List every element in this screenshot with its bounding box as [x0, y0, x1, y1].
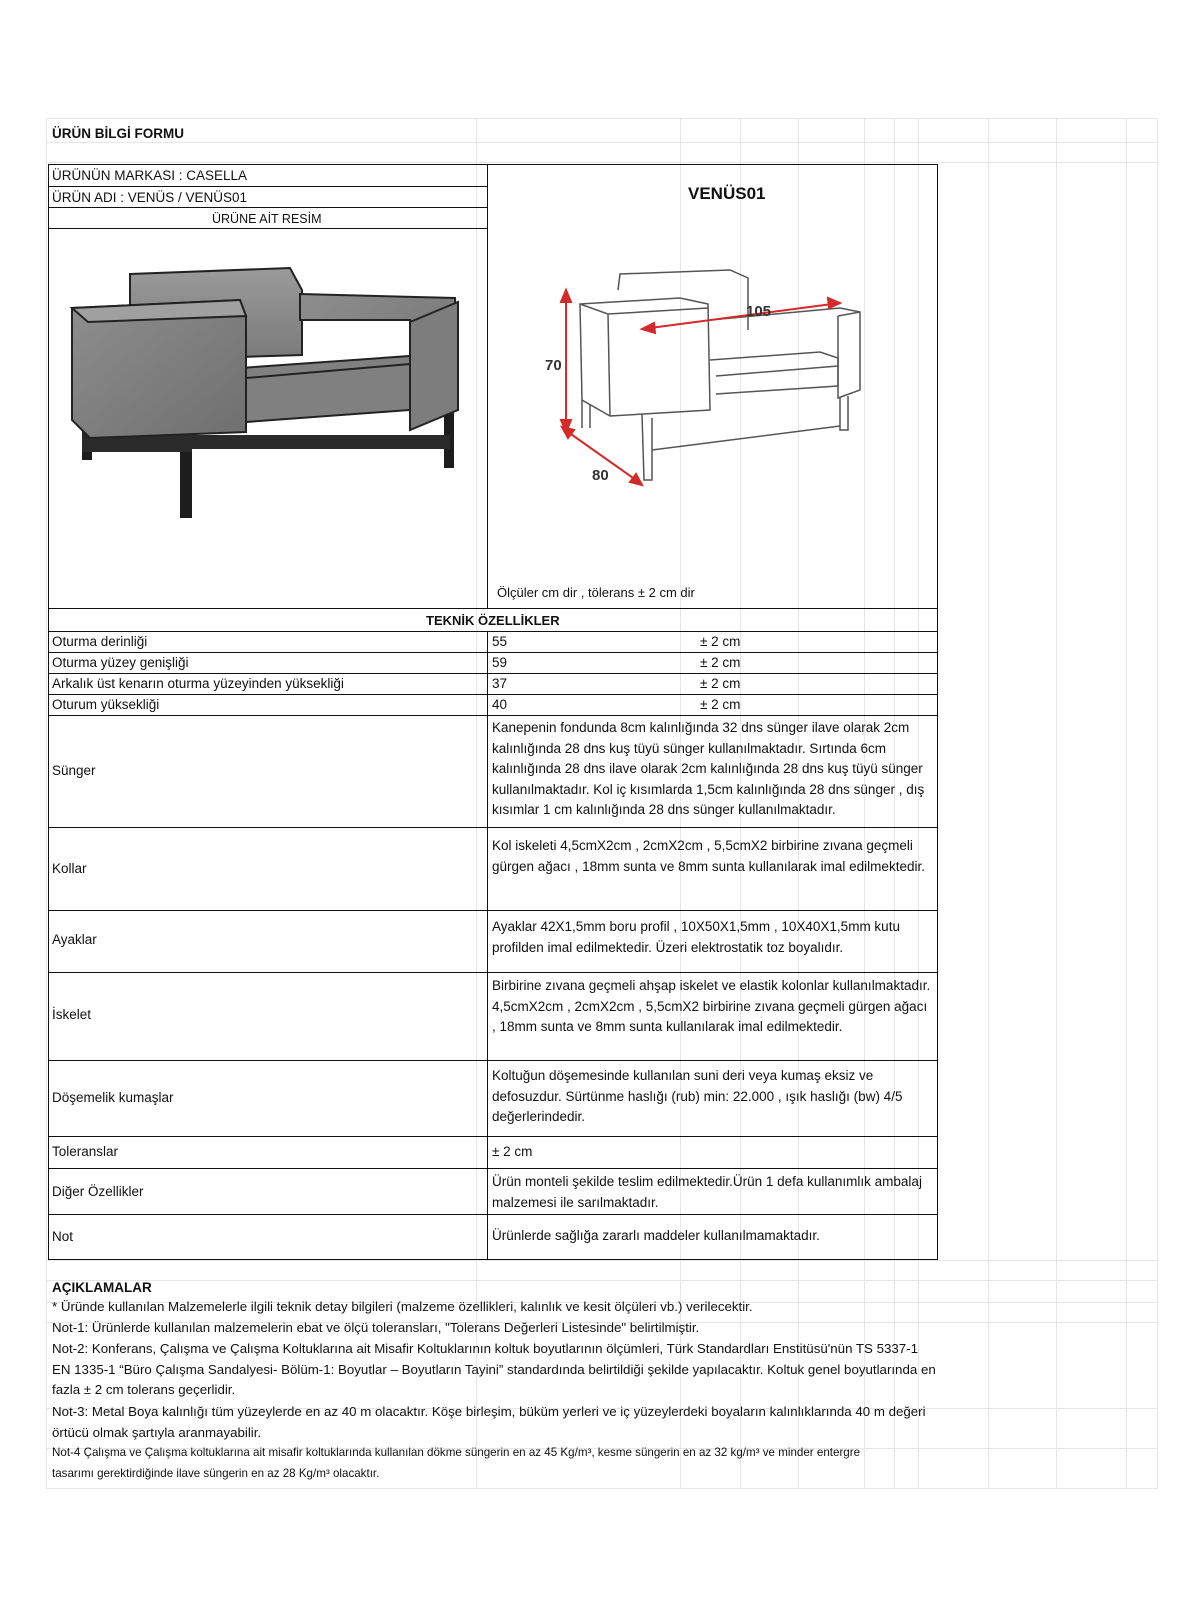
detail-text: Koltuğun döşemesinde kullanılan suni deri veya kumaş eksiz ve defosuzdur. Sürtünme haslığı (rub) min: 22.000 , ışık haslığı (bw) 4/5 değerlerindedir.: [492, 1068, 903, 1124]
measurement-tolerance: ± 2 cm: [700, 676, 741, 691]
note-line: Not-1: Ürünlerde kullanılan malzemelerin ebat ve ölçü toleransları, "Tolerans Değerleri Listesinde" belirtilmiştir.: [52, 1320, 700, 1335]
dimension-drawing: [520, 260, 880, 500]
detail-label: Toleranslar: [52, 1144, 119, 1159]
row-divider: [48, 694, 938, 695]
row-divider: [48, 972, 938, 973]
depth-dimension: 80: [592, 467, 609, 484]
measurement-value: 59: [492, 655, 508, 670]
row-divider: [48, 186, 488, 187]
note-line: tasarımı gerektirdiğinde ilave süngerin en az 28 Kg/m³ olacaktır.: [52, 1467, 380, 1480]
row-divider: [48, 207, 488, 208]
width-dimension: 105: [746, 303, 772, 320]
measurement-label: Oturma derinliği: [52, 634, 148, 649]
column-divider: [487, 631, 488, 1260]
row-divider: [48, 1214, 938, 1215]
brand-line: ÜRÜNÜN MARKASI : CASELLA: [52, 168, 248, 183]
detail-text: Kol iskeleti 4,5cmX2cm , 2cmX2cm , 5,5cmX2 birbirine zıvana geçmeli gürgen ağacı , 18mm sunta ve 8mm sunta kullanılarak imal edilmektedir.: [492, 838, 925, 874]
detail-label: Döşemelik kumaşlar: [52, 1090, 174, 1105]
detail-text: Ayaklar 42X1,5mm boru profil , 10X50X1,5mm , 10X40X1,5mm kutu profilden imal edilmektedir. Üzeri elektrostatik toz boyalıdır.: [492, 919, 900, 955]
detail-text: Kanepenin fondunda 8cm kalınlığında 32 dns sünger ilave olarak 2cm kalınlığında 28 dns kuş tüyü sünger kullanılmaktadır. Sırtında 6cm kalınlığında 28 dns ilave olarak 2cm kalınlığında 28 dns kuş tüyü sünger kullanılmaktadır. Kol iç kısımlarda 1,5cm kalınlığında 28 dns sünger , dış kısımlar 1 cm kalınlığında 28 dns sünger kullanılmaktadır.: [492, 720, 925, 817]
row-divider: [48, 715, 938, 716]
detail-text: Ürünlerde sağlığa zararlı maddeler kullanılmamaktadır.: [492, 1228, 820, 1243]
detail-label: Ayaklar: [52, 932, 97, 947]
row-divider: [48, 608, 938, 609]
model-code: VENÜS01: [688, 184, 766, 203]
detail-label: Sünger: [52, 763, 96, 778]
row-divider: [48, 631, 938, 632]
specs-heading: TEKNİK ÖZELLİKLER: [426, 613, 560, 628]
product-name-line: ÜRÜN ADI : VENÜS / VENÜS01: [52, 190, 248, 205]
measurement-value: 55: [492, 634, 508, 649]
measurement-label: Arkalık üst kenarın oturma yüzeyinden yüksekliği: [52, 676, 344, 691]
row-divider: [48, 673, 938, 674]
measurement-label: Oturma yüzey genişliği: [52, 655, 189, 670]
armchair-photo: [60, 260, 480, 540]
measurement-value: 37: [492, 676, 508, 691]
image-caption: ÜRÜNE AİT RESİM: [212, 212, 322, 226]
row-divider: [48, 1060, 938, 1061]
note-line: Not-3: Metal Boya kalınlığı tüm yüzeylerde en az 40 m olacaktır. Köşe birleşim, büküm yerleri ve iç yüzeylerdeki boyaların kalınlıklarında 40 m değeri örtücü olmak şartıyla aranmayabilir.: [52, 1404, 926, 1440]
note-line: Not-4 Çalışma ve Çalışma koltuklarına ait misafir koltuklarında kullanılan dökme süngerin en az 45 Kg/m³, kesme süngerin en az 32 kg/m³ ve minder entergre: [52, 1446, 861, 1459]
detail-label: Not: [52, 1229, 74, 1244]
notes-heading: AÇIKLAMALAR: [52, 1280, 152, 1295]
detail-label: Diğer Özellikler: [52, 1184, 144, 1199]
row-divider: [48, 827, 938, 828]
detail-text: Birbirine zıvana geçmeli ahşap iskelet ve elastik kolonlar kullanılmaktadır. 4,5cmX2cm , 2cmX2cm , 5,5cmX2 birbirine zıvana geçmeli gürgen ağacı , 18mm sunta ve 8mm sunta kullanılarak imal edilmektedir.: [492, 978, 931, 1034]
note-line: Not-2: Konferans, Çalışma ve Çalışma Koltuklarına ait Misafir Koltuklarının koltuk boyutlarının ölçümleri, Türk Standardları Enstitüsü'nün TS 5337-1 EN 1335-1 “Büro Çalışma Sandalyesi- Bölüm-1: Boyutlar – Boyutların Tayini” standardında belirtildiği şekilde yapılacaktır. Koltuk genel boyutlarında en fazla ± 2 cm tolerans geçerlidir.: [52, 1341, 936, 1397]
height-dimension: 70: [545, 357, 562, 374]
dimension-note: Ölçüler cm dir , tölerans ± 2 cm dir: [497, 585, 695, 600]
measurement-label: Oturum yüksekliği: [52, 697, 160, 712]
column-divider: [487, 164, 488, 608]
detail-text: Ürün monteli şekilde teslim edilmektedir.Ürün 1 defa kullanımlık ambalaj malzemesi ile sarılmaktadır.: [492, 1174, 922, 1210]
row-divider: [48, 910, 938, 911]
row-divider: [48, 652, 938, 653]
form-title: ÜRÜN BİLGİ FORMU: [52, 126, 184, 141]
row-divider: [48, 1168, 938, 1169]
detail-label: Kollar: [52, 861, 87, 876]
measurement-tolerance: ± 2 cm: [700, 634, 741, 649]
row-divider: [48, 1136, 938, 1137]
measurement-tolerance: ± 2 cm: [700, 697, 741, 712]
note-line: * Üründe kullanılan Malzemelerle ilgili teknik detay bilgileri (malzeme özellikleri, kalınlık ve kesit ölçüleri vb.) verilecektir.: [52, 1299, 753, 1314]
measurement-value: 40: [492, 697, 508, 712]
detail-label: İskelet: [52, 1007, 92, 1022]
detail-text: ± 2 cm: [492, 1144, 533, 1159]
row-divider: [48, 228, 488, 229]
measurement-tolerance: ± 2 cm: [700, 655, 741, 670]
